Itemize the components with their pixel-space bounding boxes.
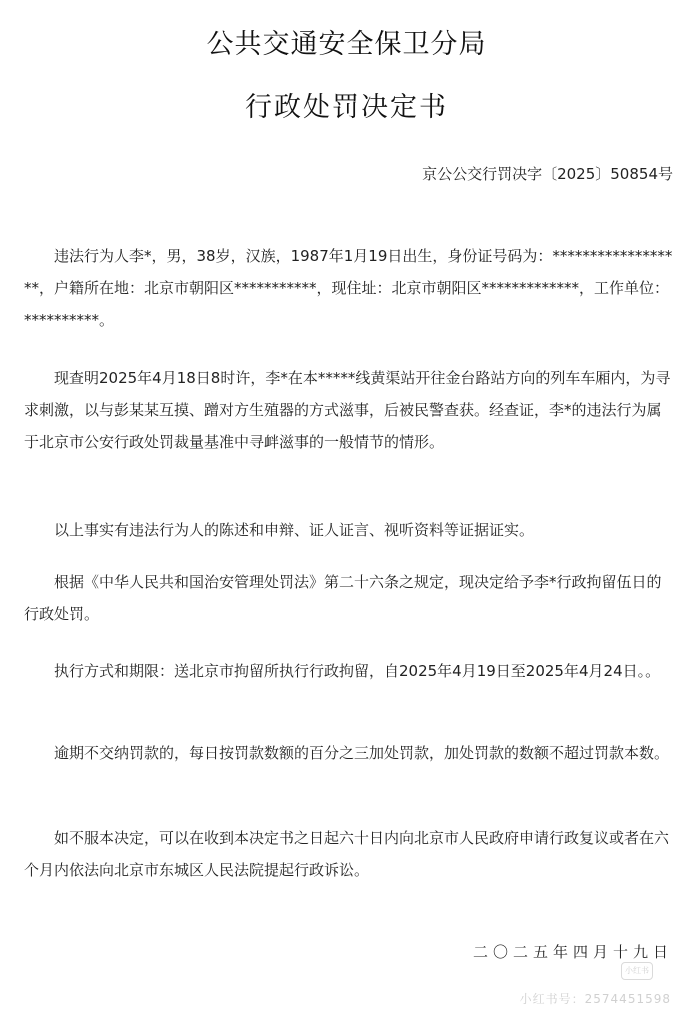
paragraph-appeal-rights: 如不服本决定，可以在收到本决定书之日起六十日内向北京市人民政府申请行政复议或者在六个月内依法向北京市东城区人民法院提起行政诉讼。 [24, 829, 670, 879]
watermark-text: 小红书号：2574451598 [519, 992, 671, 1006]
paragraph-evidence: 以上事实有违法行为人的陈述和申辩、证人证言、视听资料等证据证实。 [54, 521, 535, 539]
paragraph-offender-info: 违法行为人李*，男，38岁，汉族，1987年1月19日出生，身份证号码为：******************，户籍所在地：北京市朝阳区***********，现住址：北京市朝阳区*************，工作单位：**********。 [24, 247, 673, 329]
document-title: 行政处罚决定书 [245, 92, 448, 123]
document-number: 京公公交行罚决字〔2025〕50854号 [422, 165, 673, 183]
paragraph-legal-basis: 根据《中华人民共和国治安管理处罚法》第二十六条之规定，现决定给予李*行政拘留伍日的行政处罚。 [24, 573, 662, 623]
issue-date: 二〇二五年四月十九日 [472, 943, 673, 961]
watermark-logo: 小红书 [621, 962, 653, 980]
issuing-agency: 公共交通安全保卫分局 [206, 29, 487, 60]
paragraph-facts: 现查明2025年4月18日8时许，李*在本*****线黄渠站开往金台路站方向的列车车厢内，为寻求刺激，以与彭某某互摸、蹭对方生殖器的方式滋事，后被民警查获。经查证，李*的违法行为属于北京市公安行政处罚裁量基准中寻衅滋事的一般情节的情形。 [24, 369, 671, 451]
paragraph-execution: 执行方式和期限：送北京市拘留所执行行政拘留，自2025年4月19日至2025年4月24日。。 [54, 662, 661, 680]
paragraph-late-fine: 逾期不交纳罚款的，每日按罚款数额的百分之三加处罚款，加处罚款的数额不超过罚款本数。 [54, 744, 670, 762]
